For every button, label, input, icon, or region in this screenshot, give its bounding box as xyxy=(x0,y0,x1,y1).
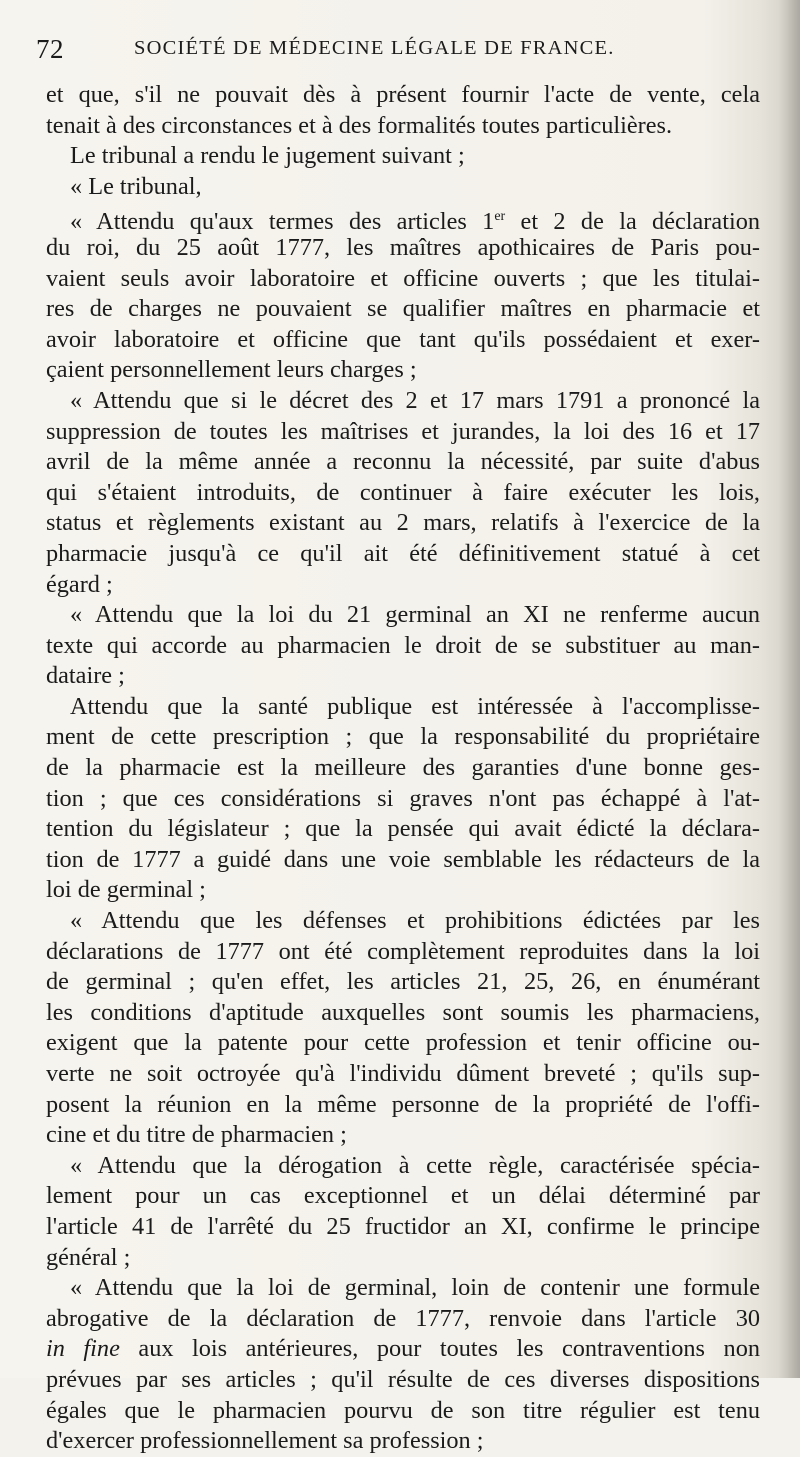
text-line: exigent que la patente pour cette profession et tenir officine ou- xyxy=(46,1029,760,1057)
text-line: avril de la même année a reconnu la nécessité, par suite d'abus xyxy=(46,448,760,476)
text-line: « Attendu que la loi du 21 germinal an XI ne renferme aucun xyxy=(70,601,760,629)
text-line: tion de 1777 a guidé dans une voie semblable les rédacteurs de la xyxy=(46,845,760,873)
text-line: loi de germinal ; xyxy=(46,876,206,904)
text-line: et que, s'il ne pouvait dès à présent fournir l'acte de vente, cela xyxy=(46,81,760,108)
text-line: abrogative de la déclaration de 1777, renvoie dans l'article 30 xyxy=(46,1304,760,1332)
running-head: SOCIÉTÉ DE MÉDECINE LÉGALE DE FRANCE. xyxy=(134,37,615,59)
text-line: « Le tribunal, xyxy=(70,172,202,200)
text-line: d'exercer professionnellement sa profession ; xyxy=(46,1427,484,1455)
text-line: posent la réunion en la même personne de la propriété de l'offi- xyxy=(46,1090,760,1118)
text-line: de germinal ; qu'en effet, les articles 21, 25, 26, en énumérant xyxy=(46,968,760,996)
text-line: les conditions d'aptitude auxquelles sont soumis les pharmaciens, xyxy=(46,998,760,1026)
text-line: égales que le pharmacien pourvu de son titre régulier est tenu xyxy=(46,1396,760,1424)
text-line: tention du législateur ; que la pensée qui avait édicté la déclara- xyxy=(46,815,760,843)
text-line: vaient seuls avoir laboratoire et officine ouverts ; que les titulai- xyxy=(46,264,760,292)
text-line: du roi, du 25 août 1777, les maîtres apothicaires de Paris pou- xyxy=(46,233,760,261)
text-line: déclarations de 1777 ont été complètement reproduites dans la loi xyxy=(46,937,760,965)
text-line: « Attendu que si le décret des 2 et 17 mars 1791 a prononcé la xyxy=(70,386,760,414)
text-line: « Attendu que la loi de germinal, loin de contenir une formule xyxy=(70,1274,760,1302)
text-line: in fine aux lois antérieures, pour toutes les contraventions non xyxy=(46,1335,760,1363)
text-line: « Attendu que la dérogation à cette règle, caractérisée spécia- xyxy=(70,1151,760,1179)
text-line: texte qui accorde au pharmacien le droit de se substituer au man- xyxy=(46,631,760,659)
text-line: lement pour un cas exceptionnel et un délai déterminé par xyxy=(46,1182,760,1210)
text-line: Le tribunal a rendu le jugement suivant ; xyxy=(70,142,465,170)
text-line: suppression de toutes les maîtrises et jurandes, la loi des 16 et 17 xyxy=(46,417,760,445)
text-line: cine et du titre de pharmacien ; xyxy=(46,1121,347,1149)
text-line: ment de cette prescription ; que la responsabilité du propriétaire xyxy=(46,723,760,751)
text-line: çaient personnellement leurs charges ; xyxy=(46,356,417,384)
text-line: Attendu que la santé publique est intéressée à l'accomplisse- xyxy=(70,692,760,720)
text-line: l'article 41 de l'arrêté du 25 fructidor an XI, confirme le principe xyxy=(46,1212,760,1240)
text-line: status et règlements existant au 2 mars, relatifs à l'exercice de la xyxy=(46,509,760,537)
text-line: qui s'étaient introduits, de continuer à faire exécuter les lois, xyxy=(46,478,760,506)
text-line: prévues par ses articles ; qu'il résulte de ces diverses dispositions xyxy=(46,1365,760,1393)
text-line: res de charges ne pouvaient se qualifier maîtres en pharmacie et xyxy=(46,295,760,323)
text-line: « Attendu que les défenses et prohibitions édictées par les xyxy=(70,907,760,935)
text-line: pharmacie jusqu'à ce qu'il ait été définitivement statué à cet xyxy=(46,539,760,567)
text-line: « Attendu qu'aux termes des articles 1er et 2 de la déclaration xyxy=(70,208,760,236)
body-text xyxy=(46,80,760,1457)
text-line: de la pharmacie est la meilleure des garanties d'une bonne ges- xyxy=(46,754,760,782)
text-line: égard ; xyxy=(46,570,113,598)
text-line: tenait à des circonstances et à des formalités toutes particulières. xyxy=(46,111,673,139)
page-number: 72 xyxy=(36,34,64,64)
text-line: tion ; que ces considérations si graves n'ont pas échappé à l'at- xyxy=(46,784,760,812)
text-line: général ; xyxy=(46,1243,131,1271)
page-header xyxy=(36,34,766,66)
page-edge-shadow xyxy=(778,0,800,1378)
text-line: avoir laboratoire et officine que tant qu'ils possédaient et exer- xyxy=(46,325,760,353)
text-line: dataire ; xyxy=(46,662,125,690)
text-line: verte ne soit octroyée qu'à l'individu dûment breveté ; qu'ils sup- xyxy=(46,1060,760,1087)
